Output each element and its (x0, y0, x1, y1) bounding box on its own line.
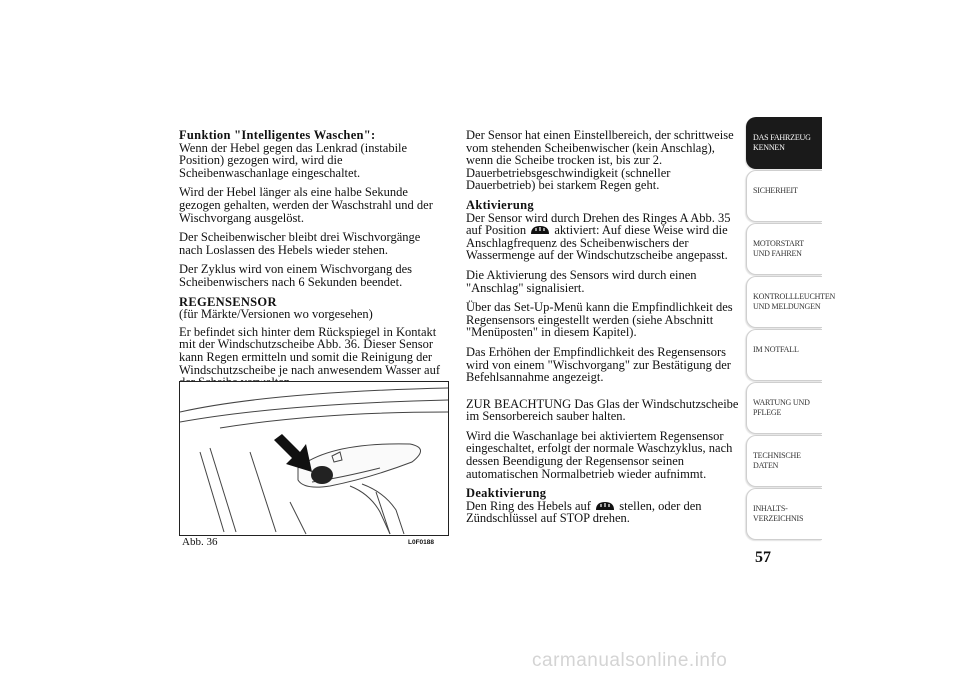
tab-sicherheit[interactable]: SICHERHEIT (746, 170, 822, 222)
paragraph: Die Aktivierung des Sensors wird durch einen "Anschlag" signalisiert. (466, 267, 697, 295)
tab-technische-daten[interactable]: TECHNISCHE DATEN (746, 435, 822, 487)
rain-sensor-icon (530, 225, 550, 235)
paragraph: Der Sensor hat einen Einstellbereich, der schrittweise vom stehenden Scheibenwischer (kein Anschlag), wenn die Scheibe trocken ist, bis zur 2. Dauerbetriebsgeschwindigkeit (schneller Dauerbetrieb) bei starkem Regen geht. (466, 128, 734, 193)
tab-das-fahrzeug-kennen[interactable]: DAS FAHRZEUG KENNEN (746, 117, 822, 169)
rain-sensor-icon (595, 501, 615, 511)
heading-activation: Aktivierung (466, 197, 534, 212)
paragraph: Über das Set-Up-Menü kann die Empfindlichkeit des Regensensors eingestellt werden (siehe Abschnitt "Menüposten" in diesem Kapitel). (466, 300, 733, 340)
tab-motorstart-und-fahren[interactable]: MOTORSTART UND FAHREN (746, 223, 822, 275)
tab-im-notfall[interactable]: IM NOTFALL (746, 329, 822, 381)
paragraph-activation: Der Sensor wird durch Drehen des Ringes A Abb. 35 auf Position aktiviert: Auf diese Weise wird die Anschlagfrequenz des Scheibenwischers der Wassermenge auf der Windschutzscheibe angepasst. (466, 210, 731, 263)
tab-kontrollleuchten[interactable]: KONTROLLLEUCHTEN UND MELDUNGEN (746, 276, 822, 328)
paragraph: Wird der Hebel länger als eine halbe Sekunde gezogen gehalten, werden der Waschstrahl und der Wischvorgang ausgelöst. (179, 185, 433, 225)
paragraph: Wenn der Hebel gegen das Lenkrad (instabile Position) gezogen wird, wird die Scheibenwaschanlage eingeschaltet. (179, 140, 408, 180)
note-paragraph: ZUR BEACHTUNG Das Glas der Windschutzscheibe im Sensorbereich sauber halten. (466, 396, 739, 424)
section-subtitle: (für Märkte/Versionen wo vorgesehen) (179, 307, 373, 322)
figure-code: L0F0188 (408, 539, 435, 546)
paragraph: Der Zyklus wird von einem Wischvorgang des Scheibenwischers nach 6 Sekunden beendet. (179, 262, 413, 289)
right-column (466, 129, 742, 532)
pointer-arrow-icon (274, 434, 312, 472)
left-column (179, 129, 447, 396)
tab-wartung-und-pflege[interactable]: WARTUNG UND PFLEGE (746, 382, 822, 434)
paragraph: Er befindet sich hinter dem Rückspiegel in Kontakt mit der Windschutzscheibe Abb. 36. Dieser Sensor kann Regen ermitteln und somit die Reinigung der Windschutzscheibe je nach anwesendem Wasser auf (179, 324, 441, 377)
tab-inhaltsverzeichnis[interactable]: INHALTS-VERZEICHNIS (746, 488, 822, 540)
heading-rain-sensor: REGENSENSOR (179, 294, 277, 309)
heading-intelligent-wash: Funktion "Intelligentes Waschen": (179, 128, 376, 142)
heading-deactivation: Deaktivierung (466, 486, 547, 501)
page-number: 57 (755, 549, 771, 566)
paragraph: Der Scheibenwischer bleibt drei Wischvorgänge nach Loslassen des Hebels wieder stehen. (179, 230, 421, 257)
rain-sensor-illustration (180, 382, 448, 535)
figure-rain-sensor-illustration (179, 381, 449, 536)
paragraph-deactivation: Den Ring des Hebels auf stellen, oder den Zündschlüssel auf STOP drehen. (466, 498, 702, 526)
paragraph: Wird die Waschanlage bei aktiviertem Regensensor eingeschaltet, erfolgt der normale Waschzyklus, nach dessen Beendigung der Regensensor seinen automatischen Normalbetrieb wieder aufnimmt. (466, 428, 733, 481)
figure-caption: Abb. 36 (182, 536, 218, 548)
paragraph: Das Erhöhen der Empfindlichkeit des Regensensors wird von einem "Wischvorgang" zur Bestätigung der Befehlsannahme angezeigt. (466, 344, 731, 385)
watermark: carmanualsonline.info (532, 650, 728, 671)
chapter-tabs (746, 117, 836, 541)
sensor-lens (311, 466, 333, 484)
